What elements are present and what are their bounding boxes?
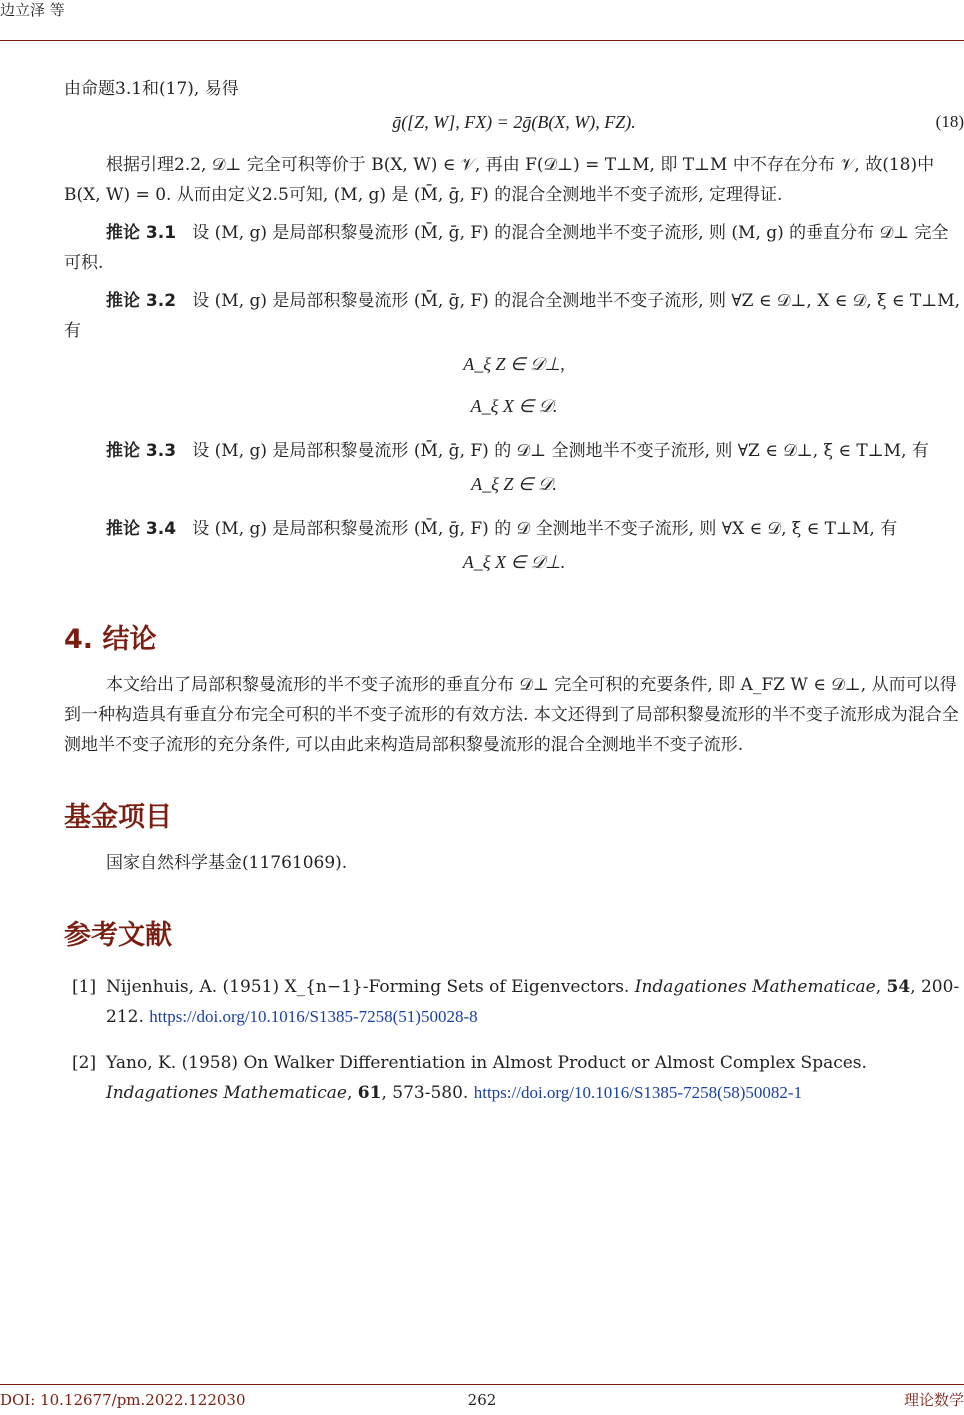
corollary-text: 设 (M, g) 是局部积黎曼流形 (M̄, ḡ, F) 的混合全测地半不变子流形, 则 ∀Z ∈ 𝒟⊥, X ∈ 𝒟, ξ ∈ T⊥M, 有 <box>64 291 961 341</box>
corollary-3-2 <box>64 286 964 346</box>
equation-body: A_ξ Z ∈ 𝒟. <box>471 474 557 494</box>
reference-journal: Indagationes Mathematicae <box>634 977 876 997</box>
corollary-3-3 <box>64 436 964 466</box>
reference-authors: Nijenhuis, A. (1951) X_{n−1}-Forming Sets of Eigenvectors. <box>106 977 635 997</box>
proof-paragraph: 根据引理2.2, 𝒟⊥ 完全可积等价于 B(X, W) ∈ 𝒱, 再由 F(𝒟⊥) = T⊥M, 即 T⊥M 中不存在分布 𝒱, 故(18)中 B(X, W) = 0. 从而由定义2.5可知, (M, g) 是 (M̄, ḡ, F) 的混合全测地半不变子流形, 定理得证. <box>64 155 935 205</box>
corollary-3-1 <box>64 218 964 278</box>
page-footer <box>0 1384 964 1415</box>
footer-page-number: 262 <box>467 1391 497 1409</box>
equation-18-number: (18) <box>935 112 964 131</box>
equation-body: A_ξ X ∈ 𝒟. <box>470 396 558 416</box>
corollary-text: 设 (M, g) 是局部积黎曼流形 (M̄, ḡ, F) 的 𝒟 全测地半不变子流形, 则 ∀X ∈ 𝒟, ξ ∈ T⊥M, 有 <box>192 519 898 539</box>
corollary-3-2-eq-2 <box>64 388 964 424</box>
reference-number: [2] <box>72 1053 97 1073</box>
intro-line: 由命题3.1和(17), 易得 <box>64 79 239 99</box>
equation-body: A_ξ Z ∈ 𝒟⊥, <box>463 354 565 374</box>
reference-doi-link[interactable]: https://doi.org/10.1016/S1385-7258(51)50028-8 <box>149 1007 478 1026</box>
conclusion-text: 本文给出了局部积黎曼流形的半不变子流形的垂直分布 𝒟⊥ 完全可积的充要条件, 即 A_FZ W ∈ 𝒟⊥, 从而可以得到一种构造具有垂直分布完全可积的半不变子流形的有效方法. 本文还得到了局部积黎曼流形的半不变子流形成为混合全测地半不变子流形的充分条件, 可以由此来构造局部积黎曼流形的混合全测地半不变子流形. <box>64 675 959 755</box>
corollary-label: 推论 3.1 <box>106 223 177 243</box>
footer-doi[interactable]: DOI: 10.12677/pm.2022.122030 <box>0 1391 246 1409</box>
page-header <box>0 0 964 41</box>
conclusion-heading: 4. 结论 <box>64 624 157 655</box>
corollary-3-4-eq-1 <box>64 544 964 580</box>
footer-journal-name: 理论数学 <box>903 1391 964 1409</box>
equation-body: A_ξ X ∈ 𝒟⊥. <box>462 552 566 572</box>
references-heading: 参考文献 <box>64 920 172 951</box>
reference-authors: Yano, K. (1958) On Walker Differentiation in Almost Product or Almost Complex Spaces. <box>106 1053 867 1073</box>
equation-18-body: ḡ([Z, W], FX) = 2ḡ(B(X, W), FZ). <box>392 112 636 132</box>
corollary-3-3-eq-1 <box>64 466 964 502</box>
reference-pages: , 200-212. <box>106 977 960 1027</box>
corollary-3-4 <box>64 514 964 544</box>
funding-heading: 基金项目 <box>64 802 172 833</box>
page-content <box>64 74 964 1108</box>
reference-doi-link[interactable]: https://doi.org/10.1016/S1385-7258(58)50082-1 <box>473 1083 803 1102</box>
equation-18 <box>64 104 964 140</box>
reference-number: [1] <box>72 977 97 997</box>
reference-journal: Indagationes Mathematicae <box>106 1083 347 1103</box>
reference-volume: 61 <box>357 1083 382 1103</box>
corollary-3-2-eq-1 <box>64 346 964 382</box>
reference-item: [2] Yano, K. (1958) On Walker Differentiation in Almost Product or Almost Complex Spaces. Indagationes Mathematicae, 61, 573-580. https://doi.org/10.1016/S1385-7258(58)50082-1 <box>64 1048 964 1108</box>
funding-text: 国家自然科学基金(11761069). <box>106 853 348 873</box>
corollary-text: 设 (M, g) 是局部积黎曼流形 (M̄, ḡ, F) 的 𝒟⊥ 全测地半不变子流形, 则 ∀Z ∈ 𝒟⊥, ξ ∈ T⊥M, 有 <box>192 441 929 461</box>
corollary-label: 推论 3.3 <box>106 441 177 461</box>
reference-item: [1] Nijenhuis, A. (1951) X_{n−1}-Forming Sets of Eigenvectors. Indagationes Mathematicae, 54, 200-212. https://doi.org/10.1016/S1385-7258(51)50028-8 <box>64 972 964 1032</box>
corollary-label: 推论 3.2 <box>106 291 177 311</box>
reference-pages: , 573-580. <box>381 1083 474 1103</box>
corollary-label: 推论 3.4 <box>106 519 177 539</box>
header-authors: 边立泽 等 <box>0 1 65 19</box>
corollary-text: 设 (M, g) 是局部积黎曼流形 (M̄, ḡ, F) 的混合全测地半不变子流形, 则 (M, g) 的垂直分布 𝒟⊥ 完全可积. <box>64 223 949 273</box>
reference-volume: 54 <box>886 977 911 997</box>
